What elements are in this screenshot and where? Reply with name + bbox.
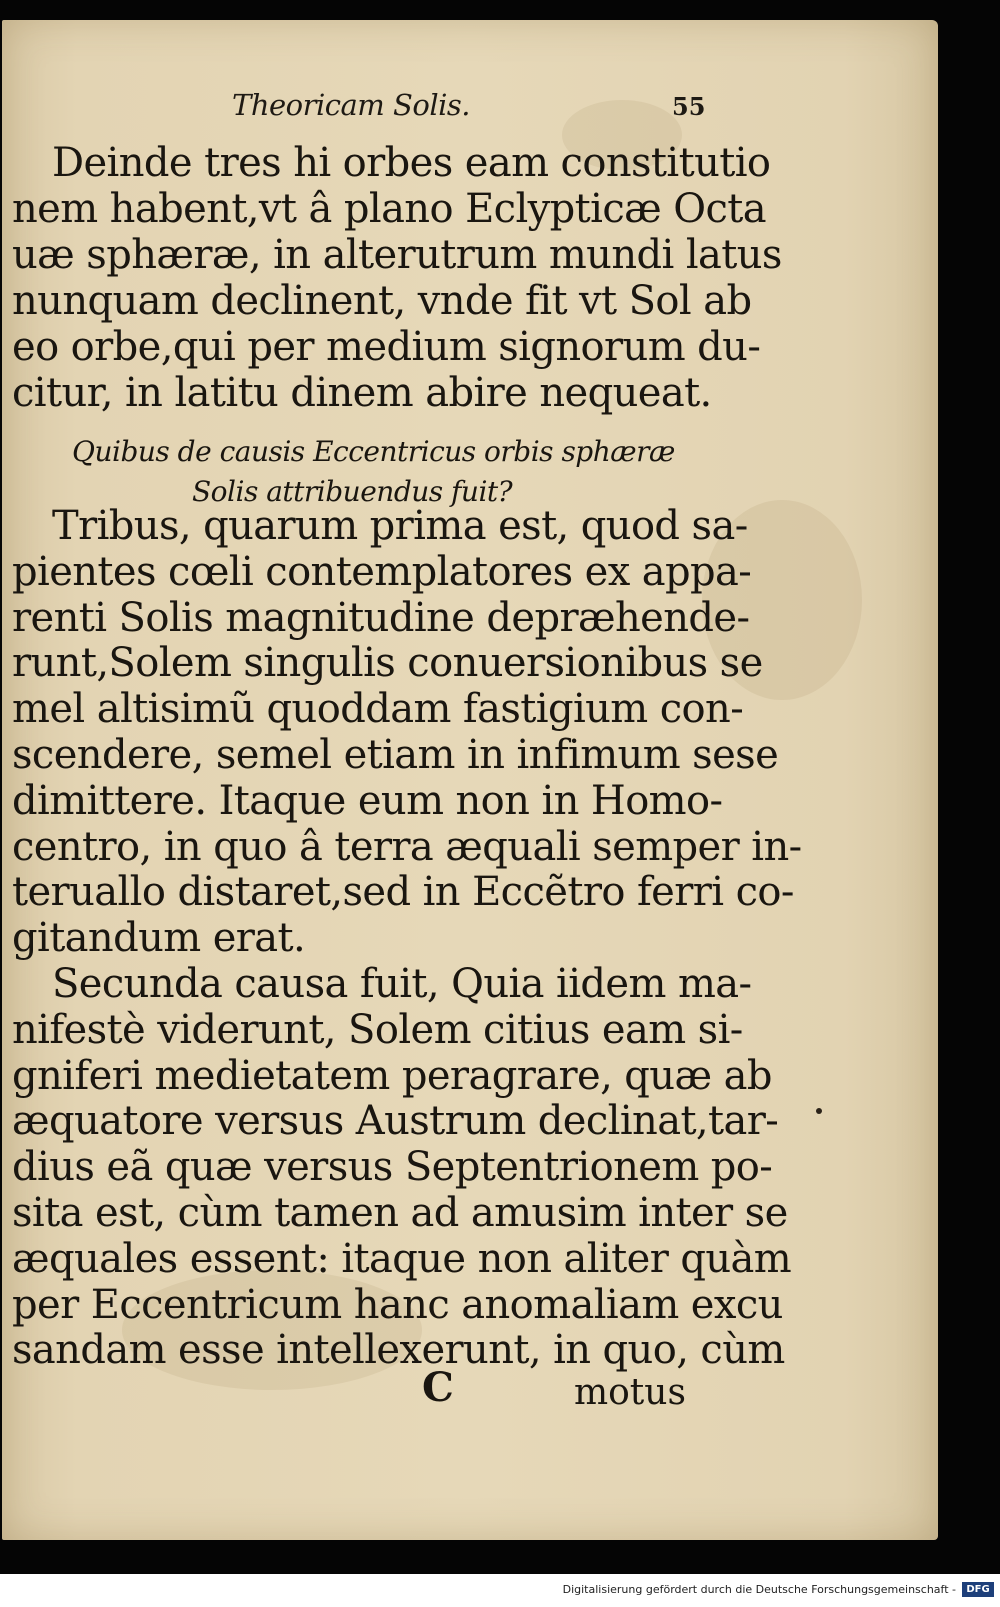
page-footer <box>2 1364 938 1414</box>
page-number: 55 <box>672 92 706 121</box>
text-line: Secunda causa fuit, Quia iidem ma- <box>52 960 752 1007</box>
text-line: gniferi medietatem peragrare, quæ ab <box>12 1052 772 1099</box>
section-heading <box>2 432 702 512</box>
text-line: nem habent,vt â plano Eclypticæ Octa <box>12 186 766 232</box>
text-line: dimittere. Itaque eum non in Homo- <box>12 777 723 824</box>
text-line: centro, in quo â terra æquali semper in- <box>12 823 802 870</box>
credit-bar <box>0 1574 1000 1607</box>
text-line: nunquam declinent, vnde fit vt Sol ab <box>12 278 752 324</box>
catchword: motus <box>574 1372 686 1413</box>
text-line: sandam esse intellexerunt, in quo, cùm <box>12 1327 785 1374</box>
ink-speck <box>816 1108 822 1114</box>
text-line: nifestè viderunt, Solem citius eam si- <box>12 1006 743 1053</box>
first-paragraph <box>12 140 782 416</box>
text-line: per Eccentricum hanc anomaliam excu <box>12 1281 783 1328</box>
credit-text: Digitalisierung gefördert durch die Deutsche Forschungsgemeinschaft - <box>562 1583 956 1596</box>
text-line: runt,Solem singulis conuersionibus se <box>12 640 763 687</box>
signature-mark: C <box>422 1364 454 1411</box>
text-line: sita est, cùm tamen ad amusim inter se <box>12 1189 788 1236</box>
heading-line: Solis attribuendus fuit? <box>192 475 513 508</box>
page-header <box>2 88 938 132</box>
heading-line: Quibus de causis Eccentricus orbis sphæræ <box>72 435 675 468</box>
text-line: uæ sphæræ, in alterutrum mundi latus <box>12 232 782 278</box>
book-page <box>2 20 938 1540</box>
text-line: renti Solis magnitudine depræhende- <box>12 594 750 641</box>
text-line: Tribus, quarum prima est, quod sa- <box>52 503 748 549</box>
running-head: Theoricam Solis. <box>232 88 471 122</box>
dfg-logo: DFG <box>962 1582 994 1597</box>
text-line: citur, in latitu dinem abire nequeat. <box>12 370 712 416</box>
body-text <box>12 503 802 1374</box>
text-line: mel altisimũ quoddam fastigium con- <box>12 686 744 733</box>
text-line: pientes cœli contemplatores ex appa- <box>12 548 752 595</box>
text-line: teruallo distaret,sed in Eccẽtro ferri co- <box>12 869 794 916</box>
text-line: scendere, semel etiam in infimum sese <box>12 731 779 778</box>
text-line: æquales essent: itaque non aliter quàm <box>12 1235 792 1282</box>
text-line: gitandum erat. <box>12 915 306 962</box>
text-line: eo orbe,qui per medium signorum du- <box>12 324 761 370</box>
text-line: Deinde tres hi orbes eam constitutio <box>52 140 771 186</box>
text-line: dius eã quæ versus Septentrionem po- <box>12 1144 773 1191</box>
text-line: æquatore versus Austrum declinat,tar- <box>12 1098 779 1145</box>
